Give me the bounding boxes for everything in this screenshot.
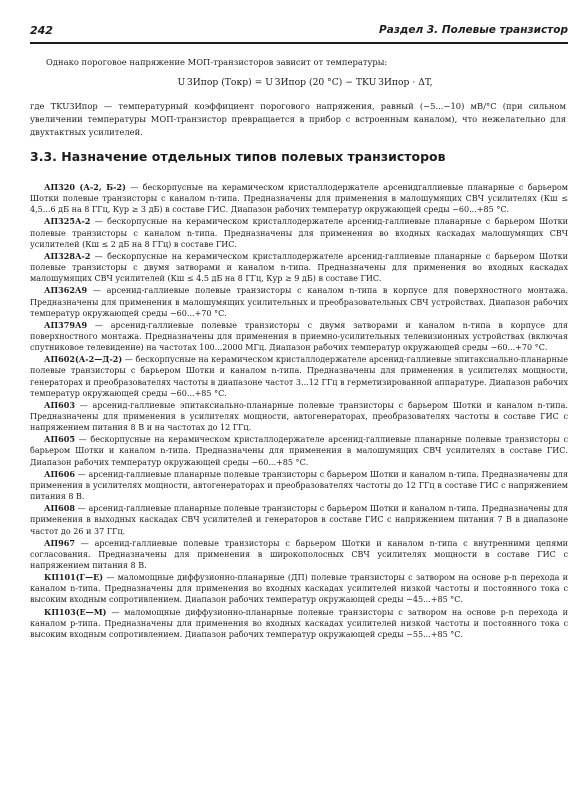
section-title: Раздел 3. Полевые транзистор [379, 24, 568, 36]
transistor-name: АП608 [44, 503, 75, 514]
section-heading: 3.3. Назначение отдельных типов полевых транзисторов [30, 149, 446, 164]
transistor-description: — арсенид-галлиевые планарные полевые транзисторы с барьером Шотки и каналом n-типа. Предназначены для применения в выходных каскадах СВЧ усилителей и генераторов в составе ГИС с напряжением питания 7 В в диапазоне частот до 26 и 37 ГГц. [30, 504, 568, 536]
transistor-name: АП967 [44, 537, 75, 548]
transistor-entry [30, 216, 568, 249]
transistor-entries [30, 182, 568, 641]
threshold-formula: U ЗИпор (Tокр) = U ЗИпор (20 °С) − TKU ЗИпор · ΔT, [177, 77, 433, 88]
transistor-name: АП325А-2 [44, 216, 91, 227]
transistor-entry [30, 538, 568, 571]
transistor-name: АП362А9 [44, 285, 88, 296]
transistor-description: — арсенид-галлиевые полевые транзисторы с каналом n-типа в корпусе для поверхностного монтажа. Предназначены для применения в малошумящих усилительных и преобразовательных СВЧ устройствах. Диапазон рабочих температур окружающей среды −60...+70 °С. [30, 286, 568, 318]
transistor-name: АП379А9 [44, 319, 88, 330]
transistor-entry [30, 285, 568, 318]
transistor-description: — арсенид-галлиевые полевые транзисторы с двумя затворами и каналом n-типа в корпусе для поверхностного монтажа. Предназначены для применения в приемно-усилительных телевизионных устройствах (включая спутниковое телевидение) на частотах 100...2000 МГц. Диапазон рабочих температур окружающей среды −60...+70 °С. [30, 320, 568, 353]
transistor-entry [30, 354, 568, 398]
transistor-name: КП101(Г—Е) [44, 572, 104, 583]
transistor-entry [30, 320, 568, 353]
transistor-entry [30, 182, 568, 215]
transistor-name: АП328А-2 [44, 250, 91, 261]
transistor-description: — бескорпусные на керамическом кристаллодержателе арсенид-галлиевые планарные с барьером Шотки полевые транзисторы с каналом n-типа. Предназначены для применения во входных каскадах малошумящих СВЧ усилителей (Кш ≤ 2 дБ на 8 ГГц) в составе ГИС. [30, 217, 568, 249]
transistor-description: — бескорпусные на керамическом кристаллодержателе арсенидгаллиевые планарные с барьером Шотки полевые транзисторы с каналом n-типа. Предназначены для применения в малошумящих СВЧ усилителях (Кш ≤ 4,5...6 дБ на 8 ГГц, Кур ≥ 3 дБ) в составе ГИС. Диапазон рабочих температур окружающей среды −60...+85 °С. [30, 183, 568, 215]
transistor-description: — бескорпусные на керамическом кристаллодержателе арсенид-галлиевые планарные полевые транзисторы с барьером Шотки и каналом n-типа. Предназначены для применения в малошумящих СВЧ усилителях в составе ГИС. Диапазон рабочих температур окружающей среды −60...+85 °С. [30, 435, 568, 467]
transistor-description: — бескорпусные на керамическом кристаллодержателе арсенид-галлиевые эпитаксиально-планарные полевые транзисторы с барьером Шотки и каналом n-типа. Предназначены для применения в усилителях мощности, генераторах и преобразователях частоты в диапазоне частот 3...12 ГГц в герметизированной аппаратуре. Диапазон рабочих температур окружающей среды −60...+85 °С. [30, 355, 568, 398]
transistor-entry [30, 469, 568, 502]
page-number: 242 [30, 24, 53, 37]
transistor-name: КП103(Е—М) [44, 606, 107, 617]
transistor-description: — арсенид-галлиевые эпитаксиально-планарные полевые транзисторы с барьером Шотки и каналом n-типа. Предназначены для применения в усилителях мощности, автогенераторах, преобразователях частоты в составе ГИС с напряжением питания 8 В и на частотах до 12 ГГц. [30, 400, 568, 433]
transistor-name: АП602(А-2—Д-2) [44, 354, 123, 365]
transistor-entry [30, 434, 568, 467]
transistor-description: — маломощные диффузионно-планарные (ДП) полевые транзисторы с затвором на основе p-n перехода и каналом n-типа. Предназначены для применения во входных каскадах усилителей низкой частоты и постоянного тока с высоким входным сопротивлением. Диапазон рабочих температур окружающей среды −45...+85 °С. [30, 573, 568, 605]
transistor-description: — бескорпусные на керамическом кристаллодержателе арсенид-галлиевые планарные с барьером Шотки полевые транзисторы с двумя затворами и каналом n-типа. Предназначены для применения во входных каскадах малошумящих СВЧ усилителей (Кш ≤ 4.5 дБ на 8 ГГц, Кур ≥ 9 дБ) в составе ГИС. [30, 251, 568, 284]
transistor-description: — арсенид-галлиевые планарные полевые транзисторы с барьером Шотки и каналом n-типа. Предназначены для применения в усилителях мощности, автогенераторах и преобразователях частоты до 12 ГГц в составе ГИС с напряжением питания 8 В. [30, 469, 568, 502]
transistor-entry [30, 400, 568, 433]
transistor-entry [30, 607, 568, 640]
transistor-name: АП603 [44, 399, 75, 410]
transistor-entry [30, 503, 568, 536]
running-header [30, 24, 568, 44]
transistor-entry [30, 251, 568, 284]
transistor-description: — маломощные диффузионно-планарные полевые транзисторы с затвором на основе p-n перехода и каналом p-типа. Предназначены для применения во входных каскадах усилителей низкой частоты и постоянного тока с высоким входным сопротивлением. Диапазон рабочих температур окружающей среды −55...+85 °С. [30, 607, 568, 639]
intro-paragraph: Однако пороговое напряжение МОП-транзисторов зависит от температуры: [46, 57, 388, 67]
transistor-description: — арсенид-галлиевые полевые транзисторы с барьером Шотки и каналом n-типа с внутренними цепями согласования. Предназначены для применения в широкополосных СВЧ усилителях мощности в составе ГИС с напряжением питания 8 В. [30, 538, 568, 570]
formula-explanation: где TKUЗИпор — температурный коэффициент порогового напряжения, равный (−5...−10) мВ/°С (при сильном увеличении температуры МОП-транзистор превращается в прибор с встроенным каналом), что нежелательно для двухтактных усилителей. [30, 101, 566, 137]
transistor-name: АП606 [44, 468, 75, 479]
transistor-name: АП320 (А-2, Б-2) [44, 182, 126, 192]
transistor-name: АП605 [44, 434, 75, 445]
transistor-entry [30, 572, 568, 605]
